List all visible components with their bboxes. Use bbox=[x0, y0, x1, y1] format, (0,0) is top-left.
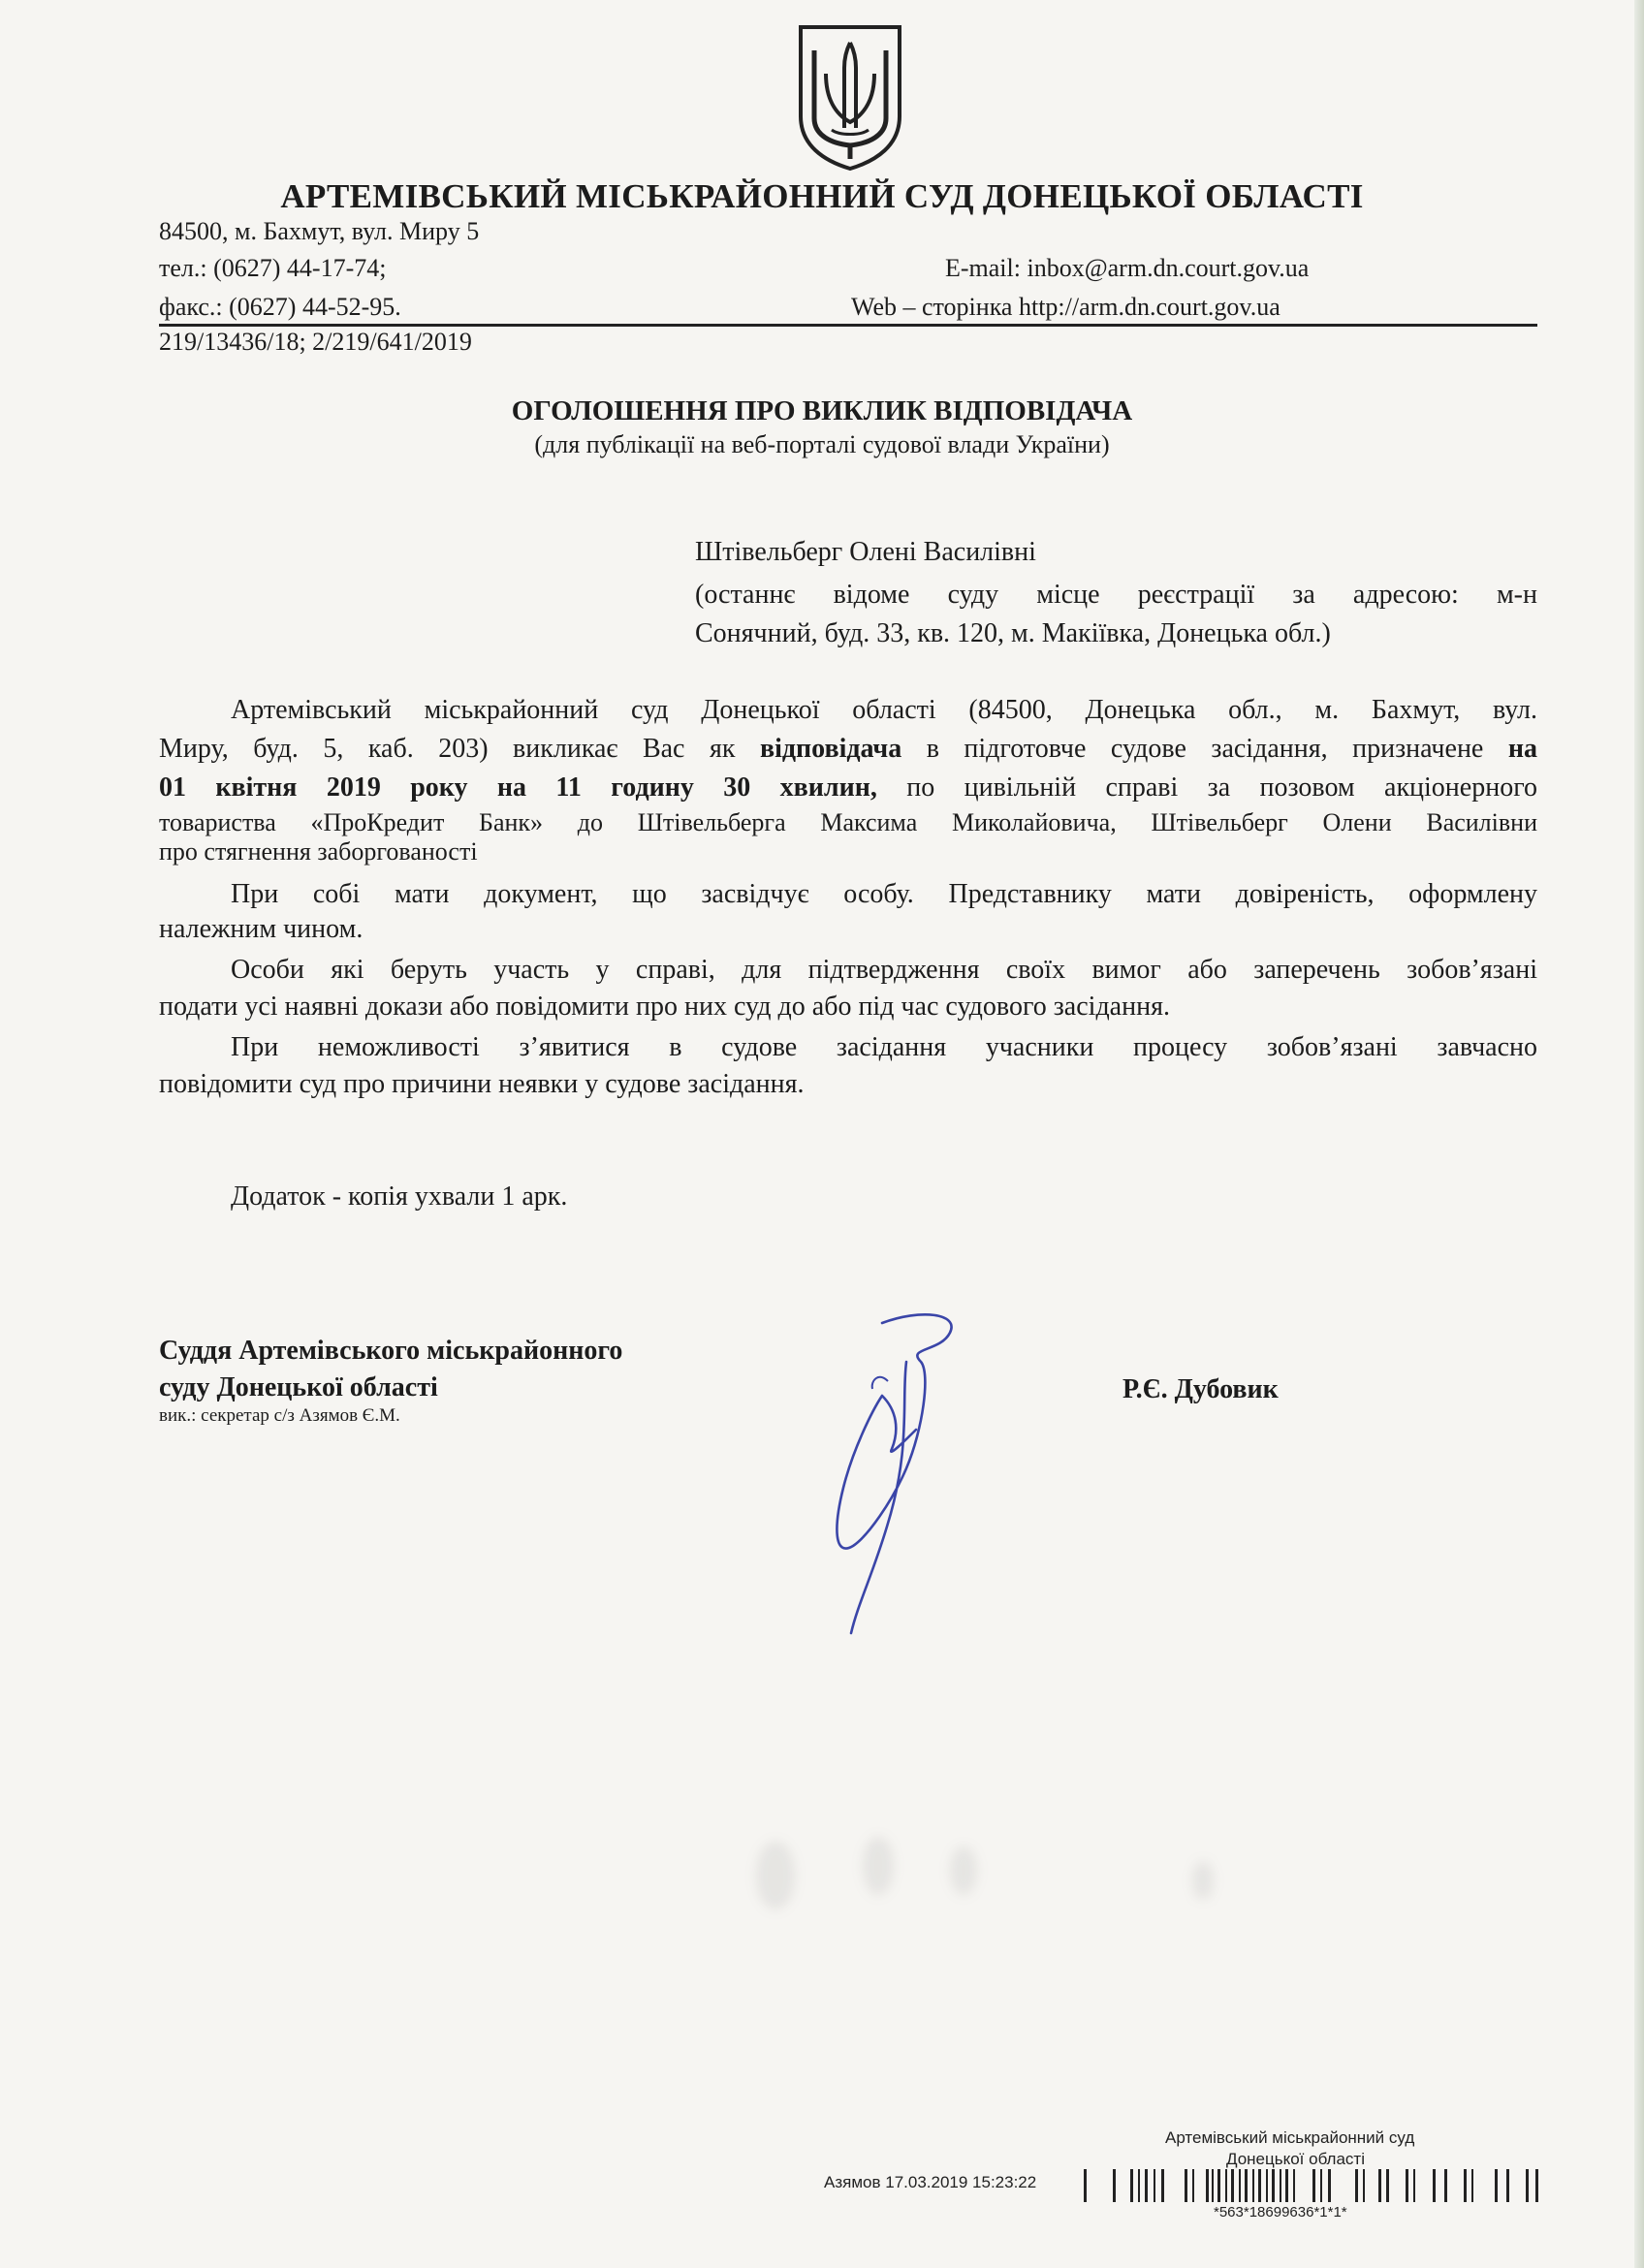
addressee-address-line-1: (останнє відоме суду місце реєстрації за адресою: м-н bbox=[695, 580, 1537, 610]
trident-emblem-icon bbox=[793, 21, 907, 173]
attachment-note: Додаток - копія ухвали 1 арк. bbox=[231, 1181, 568, 1212]
court-web: Web – сторінка http://arm.dn.court.gov.ua bbox=[851, 293, 1280, 321]
stamp-court-line-1: Артемівський міськрайонний суд bbox=[1165, 2128, 1415, 2147]
barcode-icon bbox=[1084, 2169, 1539, 2202]
addressee-address-line-2: Сонячний, буд. 33, кв. 120, м. Макіївка, Донецька обл.) bbox=[695, 618, 1331, 648]
addressee-name: Штівельберг Олені Василівні bbox=[695, 537, 1036, 567]
barcode-text: *563*18699636*1*1* bbox=[1214, 2204, 1347, 2221]
body-paragraph-2-line-2: належним чином. bbox=[159, 914, 364, 944]
stamp-registration: Азямов 17.03.2019 15:23:22 bbox=[824, 2173, 1037, 2191]
executor-note: вик.: секретар с/з Азямов Є.М. bbox=[159, 1405, 400, 1426]
page-edge bbox=[1634, 0, 1644, 2268]
judge-title-line-2: суду Донецької області bbox=[159, 1372, 438, 1402]
notice-subtitle: (для публікації на веб-порталі судової влади України) bbox=[534, 430, 1110, 458]
court-address: 84500, м. Бахмут, вул. Миру 5 bbox=[159, 217, 480, 245]
body-paragraph-3-line-2: подати усі наявні докази або повідомити про них суд до або під час судового засідання. bbox=[159, 992, 1170, 1022]
body-paragraph-1-line-4: товариства «ПроКредит Банк» до Штівельберга Максима Миколайовича, Штівельберг Олени Василівни bbox=[159, 808, 1537, 836]
body-paragraph-1-line-5: про стягнення заборгованості bbox=[159, 837, 478, 866]
court-phone: тел.: (0627) 44-17-74; bbox=[159, 254, 387, 282]
court-email: E-mail: inbox@arm.dn.court.gov.ua bbox=[945, 254, 1310, 282]
notice-title: ОГОЛОШЕННЯ ПРО ВИКЛИК ВІДПОВІДАЧА bbox=[511, 395, 1133, 426]
case-numbers: 219/13436/18; 2/219/641/2019 bbox=[159, 328, 472, 356]
body-paragraph-3-line-1: Особи які беруть участь у справі, для підтвердження своїх вимог або заперечень зобов’язані bbox=[231, 955, 1537, 985]
court-fax: факс.: (0627) 44-52-95. bbox=[159, 293, 401, 321]
stamp-court-line-2: Донецької області bbox=[1226, 2150, 1365, 2168]
body-paragraph-2-line-1: При собі мати документ, що засвідчує особу. Представнику мати довіреність, оформлену bbox=[231, 879, 1537, 909]
handwritten-signature-icon bbox=[814, 1304, 1008, 1643]
body-paragraph-1-line-2: Миру, буд. 5, каб. 203) викликає Вас як відповідача в підготовче судове засідання, призначене на bbox=[159, 734, 1537, 764]
body-paragraph-4-line-1: При неможливості з’явитися в судове засідання учасники процесу зобов’язані завчасно bbox=[231, 1032, 1537, 1062]
body-paragraph-1-line-3: 01 квітня 2019 року на 11 годину 30 хвилин, по цивільній справі за позовом акціонерного bbox=[159, 772, 1537, 803]
court-name: АРТЕМІВСЬКИЙ МІСЬКРАЙОННИЙ СУД ДОНЕЦЬКОЇ ОБЛАСТІ bbox=[280, 177, 1364, 215]
body-paragraph-4-line-2: повідомити суд про причини неявки у судове засідання. bbox=[159, 1069, 805, 1099]
header-divider bbox=[159, 324, 1537, 327]
body-paragraph-1-line-1: Артемівський міськрайонний суд Донецької області (84500, Донецька обл., м. Бахмут, вул. bbox=[231, 695, 1537, 725]
judge-name: Р.Є. Дубовик bbox=[1122, 1374, 1279, 1404]
judge-title-line-1: Суддя Артемівського міськрайонного bbox=[159, 1336, 623, 1366]
